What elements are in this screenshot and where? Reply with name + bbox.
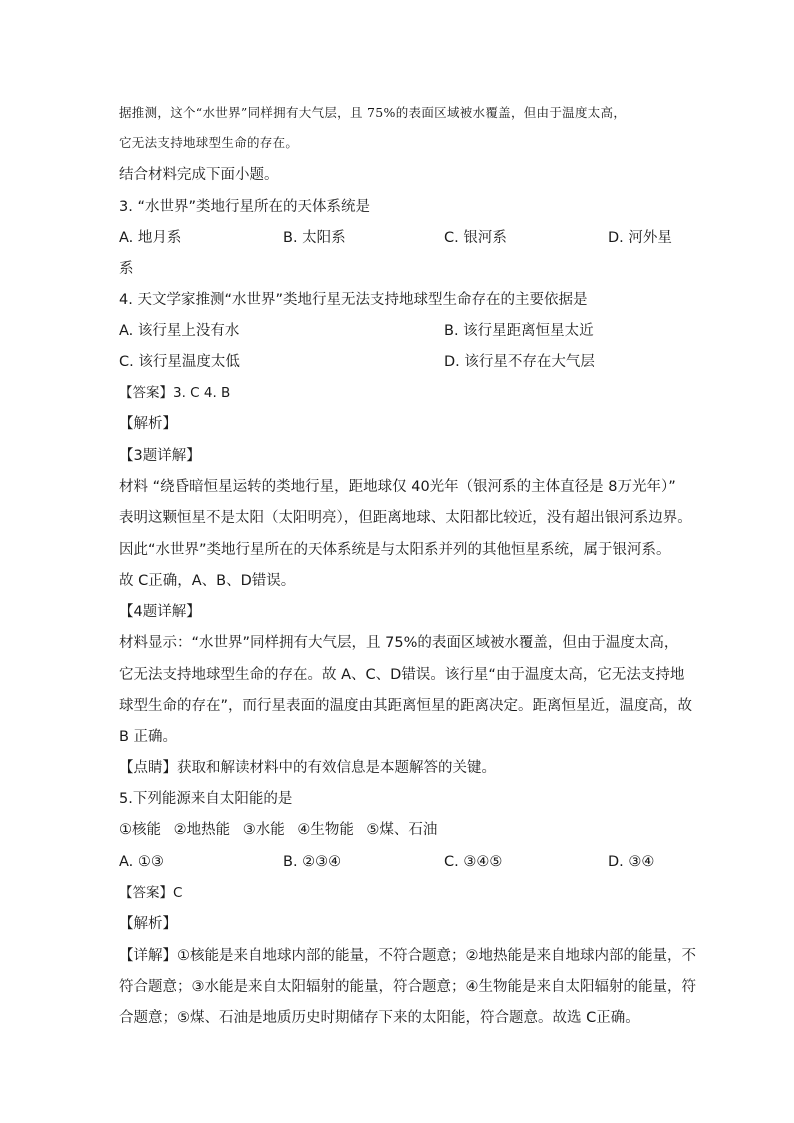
q5-stem: 5.下列能源来自太阳能的是 [119,791,293,807]
q5-option-a: A. ①③ [119,854,164,870]
q3-option-d: D. 河外星 [608,230,672,246]
q4-stem: 4. 天文学家推测“水世界”类地行星无法支持地球型生命存在的主要依据是 [119,292,588,308]
detail-4-line: B 正确。 [119,729,178,745]
detail-3-heading: 【3题详解】 [119,448,201,464]
analysis-heading-1: 【解析】 [119,416,177,432]
q3-option-d-wrap: 系 [119,261,134,277]
detail-5-line: 合题意；⑤煤、石油是地质历史时期储存下来的太阳能，符合题意。故选 C正确。 [119,1010,640,1026]
q3-option-b: B. 太阳系 [283,230,346,246]
material-line-2: 它无法支持地球型生命的存在。 [119,135,299,150]
q4-option-d: D. 该行星不存在大气层 [444,354,595,370]
q4-option-c: C. 该行星温度太低 [119,354,240,370]
detail-5-line: 符合题意；③水能是来自太阳辐射的能量，符合题意；④生物能是来自太阳辐射的能量，符 [119,979,696,995]
detail-4-line: 它无法支持地球型生命的存在。故 A、C、D错误。该行星“由于温度太高，它无法支持地 [119,667,685,683]
q5-items: ①核能 ②地热能 ③水能 ④生物能 ⑤煤、石油 [119,822,438,838]
q3-option-c: C. 银河系 [444,230,507,246]
detail-5-line: 【详解】①核能是来自地球内部的能量，不符合题意；②地热能是来自地球内部的能量，不 [119,948,696,964]
q3-stem: 3. “水世界”类地行星所在的天体系统是 [119,199,370,215]
analysis-heading-2: 【解析】 [119,916,177,932]
material-line-1: 据推测，这个“水世界”同样拥有大气层，且 75%的表面区域被水覆盖，但由于温度太高， [119,105,627,120]
q4-option-a: A. 该行星上没有水 [119,323,240,339]
instruction: 结合材料完成下面小题。 [119,167,279,183]
detail-3-line: 因此“水世界”类地行星所在的天体系统是与太阳系并列的其他恒星系统，属于银河系。 [119,542,671,558]
q4-option-b: B. 该行星距离恒星太近 [444,323,594,339]
detail-3-line: 故 C正确，A、B、D错误。 [119,573,296,589]
q3-option-a: A. 地月系 [119,230,182,246]
detail-4-line: 球型生命的存在”，而行星表面的温度由其距离恒星的距离决定。距离恒星近，温度高，故 [119,698,693,714]
tip: 【点睛】获取和解读材料中的有效信息是本题解答的关键。 [119,760,496,776]
detail-4-heading: 【4题详解】 [119,604,201,620]
q5-option-c: C. ③④⑤ [444,854,503,870]
answer-3-4: 【答案】3. C 4. B [119,385,231,401]
q5-option-b: B. ②③④ [283,854,342,870]
detail-4-line: 材料显示：“水世界”同样拥有大气层，且 75%的表面区域被水覆盖，但由于温度太高， [119,635,679,651]
answer-5: 【答案】C [119,885,183,901]
q5-option-d: D. ③④ [608,854,655,870]
detail-3-line: 材料 “绕昏暗恒星运转的类地行星，距地球仅 40光年（银河系的主体直径是 8万光年）” [119,479,676,495]
detail-3-line: 表明这颗恒星不是太阳（太阳明亮），但距离地球、太阳都比较近，没有超出银河系边界。 [119,510,692,526]
